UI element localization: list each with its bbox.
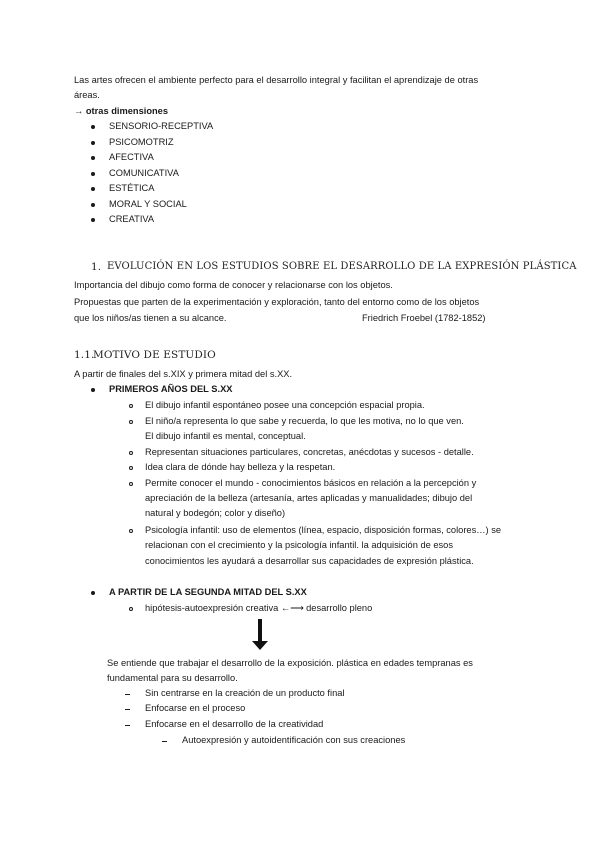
list-item: SENSORIO-RECEPTIVA xyxy=(109,121,214,131)
intro-line-2: áreas. xyxy=(74,90,100,100)
conclusion-line-1: Se entiende que trabajar el desarrollo de la exposición. plástica en edades tempranas es xyxy=(107,658,473,668)
bullet-circle-icon xyxy=(129,482,133,486)
section-1-1-intro: A partir de finales del s.XIX y primera mitad del s.XX. xyxy=(74,369,293,379)
list-item: Psicología infantil: uso de elementos (línea, espacio, disposición formas, colores…) se xyxy=(145,525,502,535)
list-item-continuation: conocimientos les ayudará a desarrollar sus capacidades de expresión plástica. xyxy=(145,556,474,566)
list-item: Enfocarse en el desarrollo de la creatividad xyxy=(145,719,324,729)
section-1-paragraph-3: que los niños/as tienen a su alcance. xyxy=(74,313,227,323)
bullet-circle-icon xyxy=(129,466,133,470)
section-1-title: EVOLUCIÓN EN LOS ESTUDIOS SOBRE EL DESARROLLO DE LA EXPRESIÓN PLÁSTICA xyxy=(107,261,577,272)
list-item: COMUNICATIVA xyxy=(109,168,179,178)
bullet-dot-icon xyxy=(91,218,95,222)
list-item: El dibujo infantil espontáneo posee una concepción espacial propia. xyxy=(145,400,425,410)
list-item: CREATIVA xyxy=(109,214,155,224)
list-item: Sin centrarse en la creación de un producto final xyxy=(145,688,345,698)
conclusion-line-2: fundamental para su desarrollo. xyxy=(107,673,238,683)
list-item-continuation: El dibujo infantil es mental, conceptual. xyxy=(145,431,306,441)
bullet-dot-icon xyxy=(91,172,95,176)
bullet-dot-icon xyxy=(91,203,95,207)
bullet-dot-icon xyxy=(91,125,95,129)
bullet-dot-icon xyxy=(91,156,95,160)
group-1-title: PRIMEROS AÑOS DEL S.XX xyxy=(109,384,233,394)
group-2-item: hipótesis-autoexpresión creativa ←⟶ desarrollo pleno xyxy=(145,603,373,613)
dimensions-title: → otras dimensiones xyxy=(74,106,169,116)
section-1-author: Friedrich Froebel (1782-1852) xyxy=(362,313,486,323)
group-2-title: A PARTIR DE LA SEGUNDA MITAD DEL S.XX xyxy=(109,587,307,597)
bullet-circle-icon xyxy=(129,420,133,424)
dash-bullet-icon xyxy=(125,725,130,726)
bullet-circle-icon xyxy=(129,404,133,408)
list-item-continuation: relacionan con el crecimiento y la psicología infantil. la adquisición de esos xyxy=(145,540,454,550)
section-1-number: 1. xyxy=(91,261,102,273)
dash-bullet-icon xyxy=(125,709,130,710)
section-1-paragraph-1: Importancia del dibujo como forma de conocer y relacionarse con los objetos. xyxy=(74,280,393,290)
section-1-1-title: MOTIVO DE ESTUDIO xyxy=(93,349,216,361)
bullet-circle-icon xyxy=(129,451,133,455)
section-1-paragraph-2: Propuestas que parten de la experimentación y exploración, tanto del entorno como de los objetos xyxy=(74,297,480,307)
bullet-dot-icon xyxy=(91,141,95,145)
section-1-1-number: 1.1. xyxy=(74,349,95,361)
list-item: MORAL Y SOCIAL xyxy=(109,199,187,209)
list-item: AFECTIVA xyxy=(109,152,154,162)
dash-bullet-icon xyxy=(125,694,130,695)
list-item-continuation: natural y bodegón; color y diseño) xyxy=(145,508,286,518)
list-item: Idea clara de dónde hay belleza y la respetan. xyxy=(145,462,336,472)
bullet-circle-icon xyxy=(129,607,133,611)
bullet-dot-icon xyxy=(91,388,95,392)
list-item: Enfocarse en el proceso xyxy=(145,703,246,713)
bullet-dot-icon xyxy=(91,591,95,595)
list-item: Autoexpresión y autoidentificación con sus creaciones xyxy=(182,735,406,745)
bullet-dot-icon xyxy=(91,187,95,191)
list-item: El niño/a representa lo que sabe y recuerda, lo que les motiva, no lo que ven. xyxy=(145,416,464,426)
list-item: Permite conocer el mundo - conocimientos básicos en relación a la percepción y xyxy=(145,478,477,488)
list-item: PSICOMOTRIZ xyxy=(109,137,174,147)
intro-line-1: Las artes ofrecen el ambiente perfecto para el desarrollo integral y facilitan el aprendizaje de otras xyxy=(74,75,479,85)
list-item-continuation: apreciación de la belleza (artesanía, artes aplicadas y manualidades; dibujo del xyxy=(145,493,473,503)
list-item: Representan situaciones particulares, concretas, anécdotas y sucesos - detalle. xyxy=(145,447,474,457)
bullet-circle-icon xyxy=(129,529,133,533)
dash-bullet-icon xyxy=(162,741,167,742)
list-item: ESTÉTICA xyxy=(109,183,155,193)
